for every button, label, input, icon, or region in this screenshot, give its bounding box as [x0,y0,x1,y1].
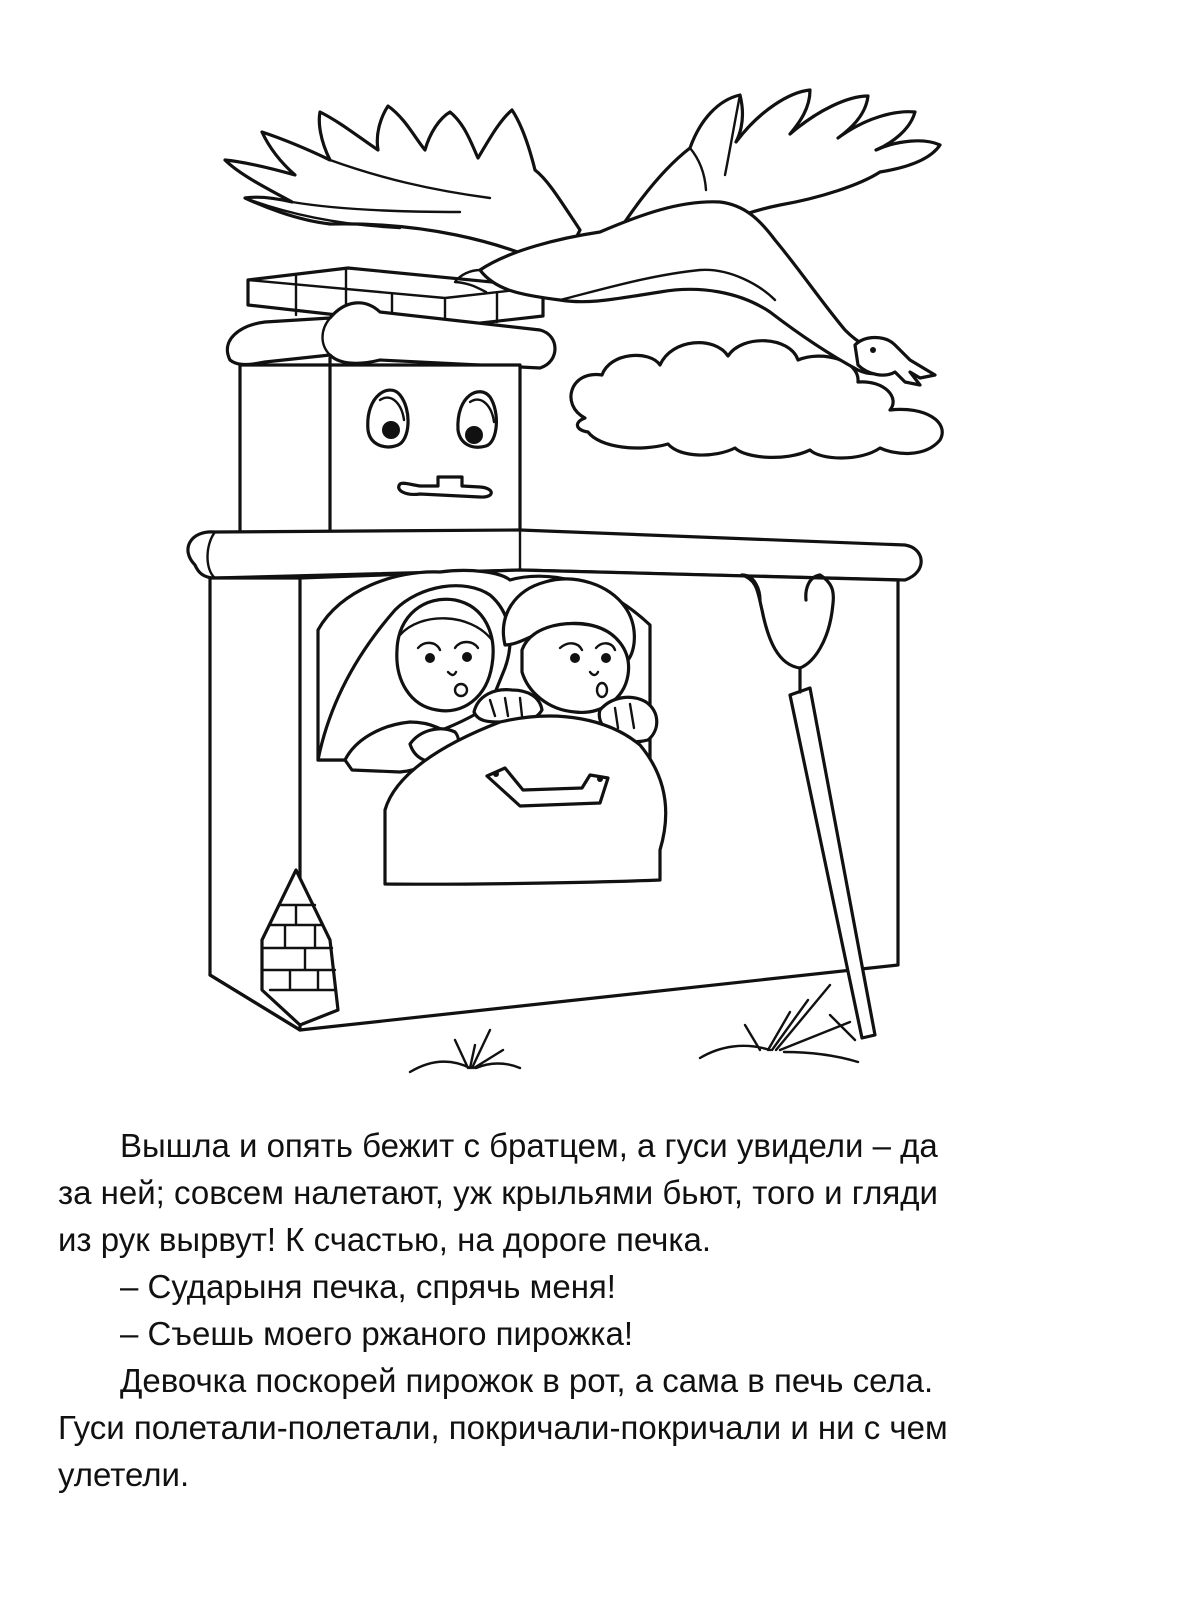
story-line: Гуси полетали-полетали, покричали-покричали и ни с чем [58,1409,948,1446]
goose-head [855,338,935,386]
goose-left-wing [225,106,580,270]
story-line: – Сударыня печка, спрячь меня! [120,1268,616,1305]
story-line: Вышла и опять бежит с братцем, а гуси увидели – да [120,1127,938,1164]
story-line: – Съешь моего ржаного пирожка! [120,1315,633,1352]
girl-face [397,599,493,711]
story-line: улетели. [58,1456,190,1493]
story-line: Девочка поскорей пирожок в рот, а сама в печь села. [120,1362,934,1399]
story-line: за ней; совсем налетают, уж крыльями бьют, того и гляди [58,1174,938,1211]
story-text [58,1122,1118,1498]
story-line: из рук вырвут! К счастью, на дороге печка. [58,1221,712,1258]
